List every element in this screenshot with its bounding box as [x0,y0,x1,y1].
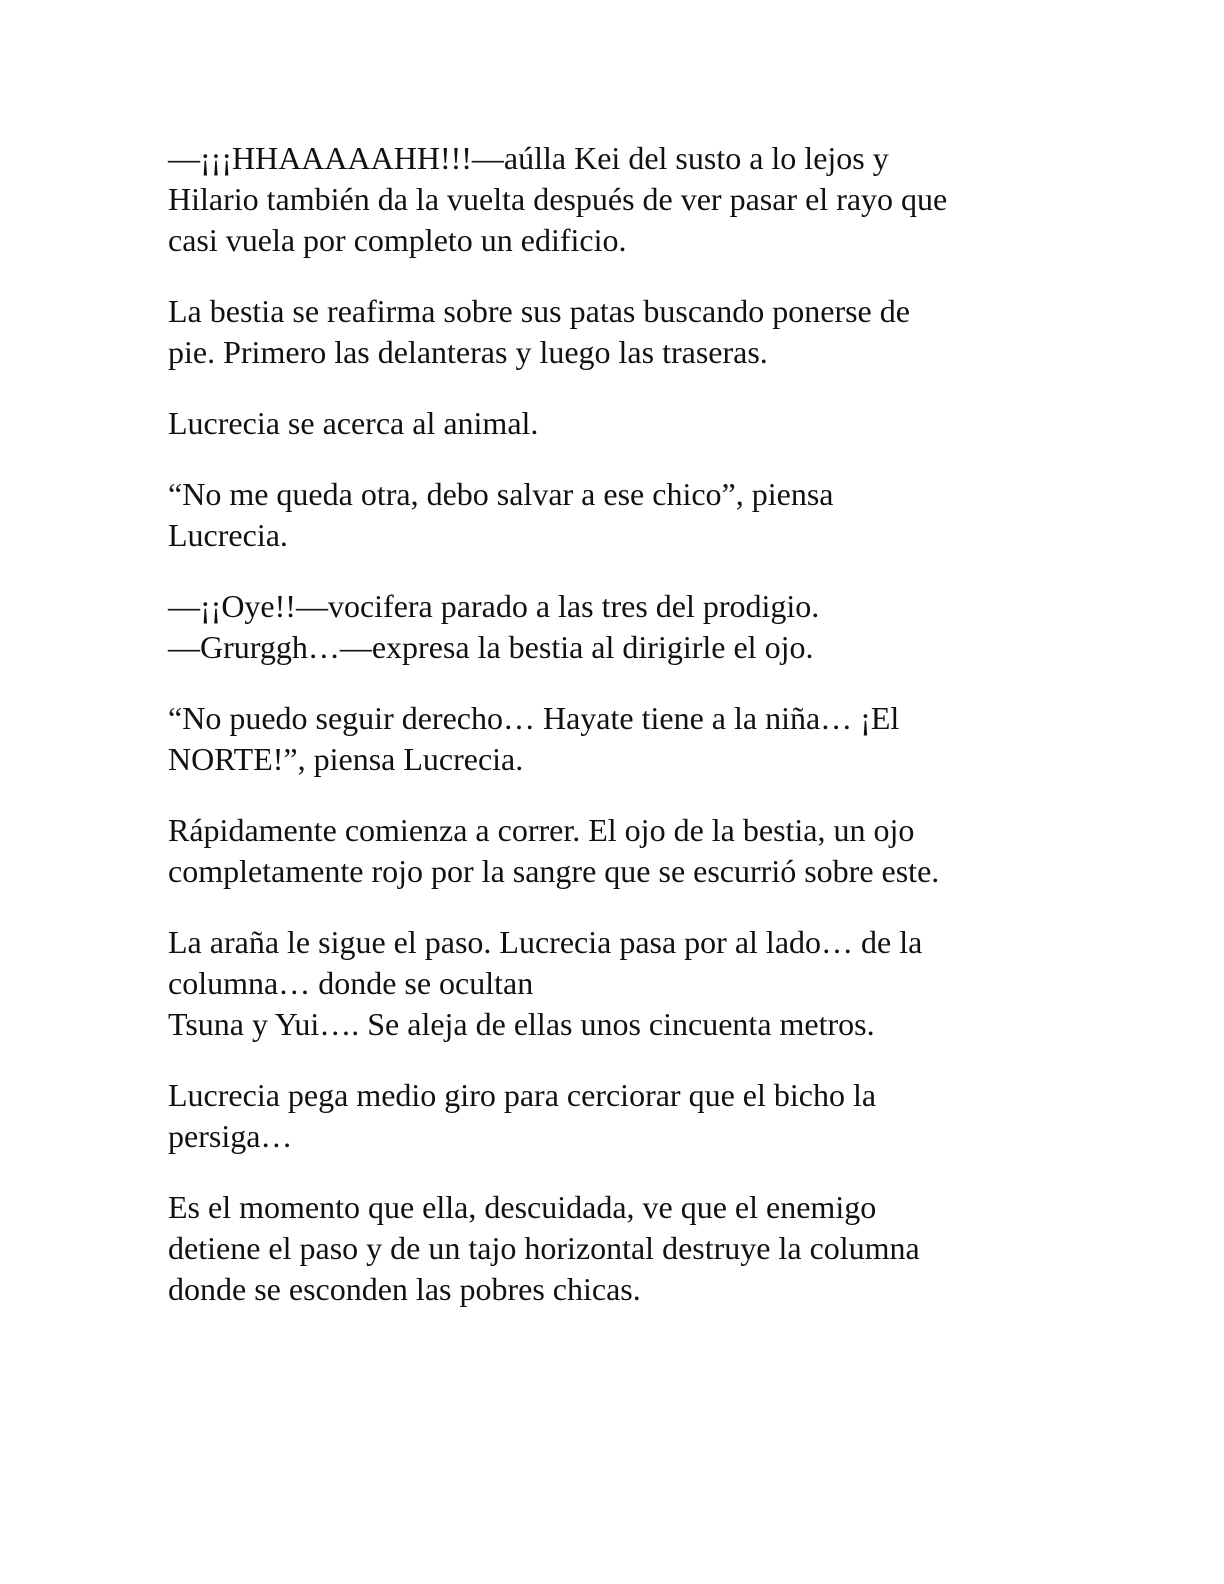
paragraph [168,698,1068,780]
text-line: Lucrecia. [168,517,288,553]
paragraph [168,1187,1068,1310]
text-line: Tsuna y Yui…. Se aleja de ellas unos cincuenta metros. [168,1006,875,1042]
text-line: —¡¡¡HHAAAAAHH!!!—aúlla Kei del susto a lo lejos y [168,140,889,176]
paragraph [168,810,1068,892]
paragraph [168,474,1068,556]
text-line: Lucrecia se acerca al animal. [168,405,539,441]
text-line: persiga… [168,1118,293,1154]
text-line: completamente rojo por la sangre que se escurrió sobre este. [168,853,940,889]
paragraph [168,291,1068,373]
paragraph [168,586,1068,668]
paragraph [168,403,1068,444]
text-line: Es el momento que ella, descuidada, ve que el enemigo [168,1189,877,1225]
paragraph [168,138,1068,261]
text-line: Hilario también da la vuelta después de ver pasar el rayo que [168,181,948,217]
text-line: donde se esconden las pobres chicas. [168,1271,641,1307]
text-line: casi vuela por completo un edificio. [168,222,627,258]
text-line: Lucrecia pega medio giro para cerciorar que el bicho la [168,1077,877,1113]
text-line: “No me queda otra, debo salvar a ese chico”, piensa [168,476,834,512]
text-line: NORTE!”, piensa Lucrecia. [168,741,524,777]
text-line: —¡¡Oye!!—vocifera parado a las tres del prodigio. [168,588,820,624]
text-line: —Grurggh…—expresa la bestia al dirigirle el ojo. [168,629,814,665]
text-line: detiene el paso y de un tajo horizontal destruye la columna [168,1230,920,1266]
paragraph [168,922,1068,1045]
text-line: Rápidamente comienza a correr. El ojo de la bestia, un ojo [168,812,915,848]
text-line: La araña le sigue el paso. Lucrecia pasa por al lado… de la [168,924,923,960]
body-text [168,138,1068,1340]
paragraph [168,1075,1068,1157]
text-line: La bestia se reafirma sobre sus patas buscando ponerse de [168,293,910,329]
text-line: “No puedo seguir derecho… Hayate tiene a la niña… ¡El [168,700,900,736]
text-line: columna… donde se ocultan [168,965,534,1001]
text-line: pie. Primero las delanteras y luego las traseras. [168,334,768,370]
